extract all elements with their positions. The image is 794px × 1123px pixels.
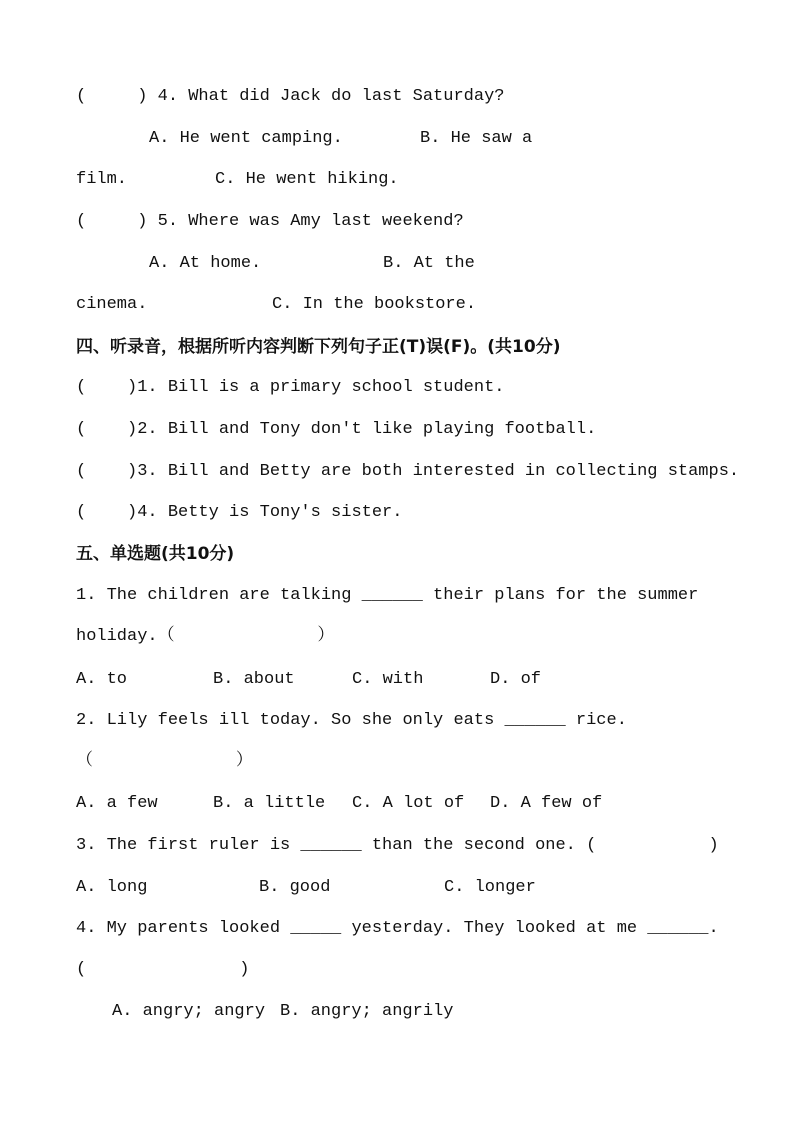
question-3-5-option-b-wrap: cinema. [76, 295, 148, 314]
choice-question-2-option-d: D. A few of [490, 794, 603, 813]
question-3-5-option-a: A. At home. [149, 254, 262, 273]
true-false-item-4: ( )4. Betty is Tony's sister. [76, 503, 403, 522]
choice-question-2-option-b: B. a little [213, 794, 326, 813]
choice-question-3-option-a: A. long [76, 878, 148, 897]
choice-question-1-option-a: A. to [76, 670, 128, 689]
choice-question-1-option-d: D. of [490, 670, 542, 689]
choice-question-2-stem: 2. Lily feels ill today. So she only eats ______ rice. [76, 711, 627, 730]
choice-question-1-option-b: B. about [213, 670, 295, 689]
section-5-title: 五、单选题(共10分) [76, 544, 235, 564]
choice-question-2-option-c: C. A lot of [352, 794, 465, 813]
choice-question-3-option-c: C. longer [444, 878, 536, 897]
question-3-5-stem: ( ) 5. Where was Amy last weekend? [76, 212, 464, 231]
choice-question-1-stem: 1. The children are talking ______ their plans for the summer [76, 586, 699, 605]
choice-question-4-stem: 4. My parents looked _____ yesterday. They looked at me ______. [76, 919, 719, 938]
section-4-title: 四、听录音，根据所听内容判断下列句子正(T)误(F)。(共10分) [76, 337, 561, 357]
choice-question-3-option-b: B. good [259, 878, 331, 897]
true-false-item-2: ( )2. Bill and Tony don't like playing football. [76, 420, 597, 439]
choice-question-1-stem-wrap: holiday.（ ） [76, 627, 335, 646]
question-3-4-option-b: B. He saw a [420, 129, 533, 148]
question-3-4-option-a: A. He went camping. [149, 129, 343, 148]
question-3-4-option-c: C. He went hiking. [215, 170, 399, 189]
question-3-4-stem: ( ) 4. What did Jack do last Saturday? [76, 87, 505, 106]
choice-question-2-stem-wrap: （ ） [76, 752, 253, 771]
question-3-5-option-c: C. In the bookstore. [272, 295, 477, 314]
question-3-4-option-b-wrap: film. [76, 170, 128, 189]
true-false-item-3: ( )3. Bill and Betty are both interested in collecting stamps. [76, 462, 740, 481]
choice-question-4-option-a: A. angry; angry [112, 1002, 266, 1021]
true-false-item-1: ( )1. Bill is a primary school student. [76, 378, 505, 397]
choice-question-4-stem-wrap: ( ) [76, 960, 250, 979]
question-3-5-option-b: B. At the [383, 254, 475, 273]
choice-question-3-stem: 3. The first ruler is ______ than the second one. ( ) [76, 836, 719, 855]
choice-question-1-option-c: C. with [352, 670, 424, 689]
choice-question-2-option-a: A. a few [76, 794, 158, 813]
choice-question-4-option-b: B. angry; angrily [280, 1002, 454, 1021]
